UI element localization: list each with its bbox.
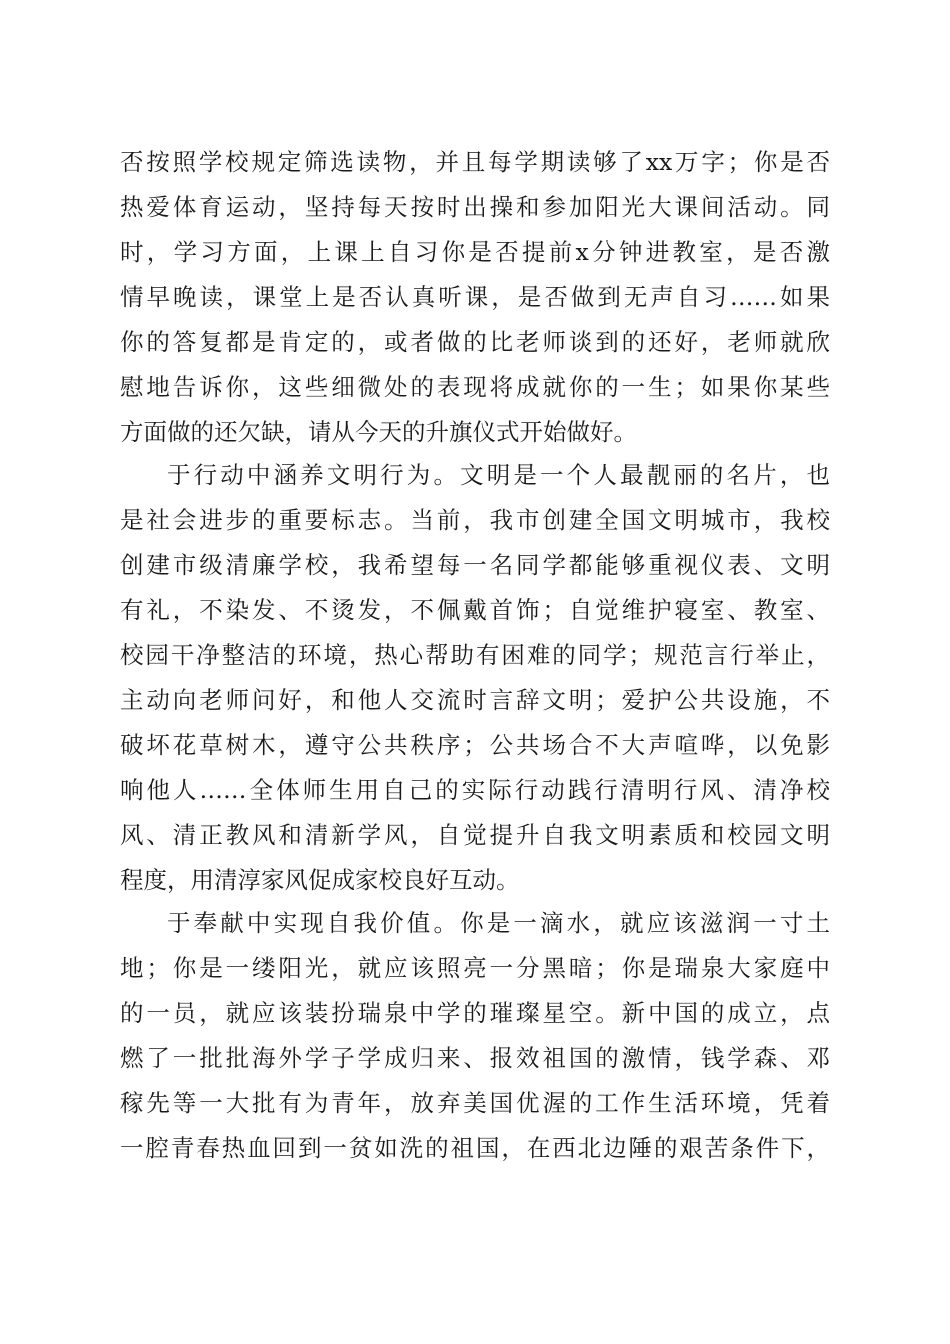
paragraph-1 xyxy=(120,140,830,455)
paragraph-line: 于行动中涵养文明行为。文明是一个人最靓丽的名片，也 xyxy=(167,461,830,489)
paragraph-line: 热爱体育运动，坚持每天按时出操和参加阳光大课间活动。同 xyxy=(120,193,830,221)
paragraph-line: 有礼，不染发、不烫发，不佩戴首饰；自觉维护寝室、教室、 xyxy=(120,596,830,624)
paragraph-line: 你的答复都是肯定的，或者做的比老师谈到的还好，老师就欣 xyxy=(120,328,830,356)
paragraph-line: 燃了一批批海外学子学成归来、报效祖国的激情，钱学森、邓 xyxy=(120,1044,830,1072)
paragraph-line: 地；你是一缕阳光，就应该照亮一分黑暗；你是瑞泉大家庭中 xyxy=(120,954,830,982)
paragraph-line: 慰地告诉你，这些细微处的表现将成就你的一生；如果你某些 xyxy=(120,373,830,401)
paragraph-line: 创建市级清廉学校，我希望每一名同学都能够重视仪表、文明 xyxy=(120,551,830,579)
paragraph-line: 主动向老师问好，和他人交流时言辞文明；爱护公共设施，不 xyxy=(120,686,830,714)
paragraph-line: 时，学习方面，上课上自习你是否提前x分钟进教室，是否激 xyxy=(120,238,830,266)
paragraph-2 xyxy=(120,453,830,903)
paragraph-line: 稼先等一大批有为青年，放弃美国优渥的工作生活环境，凭着 xyxy=(120,1089,830,1117)
paragraph-line: 是社会进步的重要标志。当前，我市创建全国文明城市，我校 xyxy=(120,506,830,534)
paragraph-line: 于奉献中实现自我价值。你是一滴水，就应该滋润一寸土 xyxy=(167,909,830,937)
paragraph-line: 破坏花草树木，遵守公共秩序；公共场合不大声喧哗，以免影 xyxy=(120,731,830,759)
paragraph-line: 的一员，就应该装扮瑞泉中学的璀璨星空。新中国的成立，点 xyxy=(120,999,830,1027)
paragraph-line: 否按照学校规定筛选读物，并且每学期读够了xx万字；你是否 xyxy=(120,148,830,176)
paragraph-line: 情早晚读，课堂上是否认真听课，是否做到无声自习……如果 xyxy=(120,283,830,311)
paragraph-line: 程度，用清淳家风促成家校良好互动。 xyxy=(120,866,520,894)
paragraph-line: 方面做的还欠缺，请从今天的升旗仪式开始做好。 xyxy=(120,418,637,446)
paragraph-line: 一腔青春热血回到一贫如洗的祖国，在西北边陲的艰苦条件下， xyxy=(120,1134,830,1162)
paragraph-line: 风、清正教风和清新学风，自觉提升自我文明素质和校园文明 xyxy=(120,821,830,849)
paragraph-line: 校园干净整洁的环境，热心帮助有困难的同学；规范言行举止， xyxy=(120,641,830,669)
paragraph-line: 响他人……全体师生用自己的实际行动践行清明行风、清净校 xyxy=(120,776,830,804)
paragraph-3 xyxy=(120,901,830,1171)
